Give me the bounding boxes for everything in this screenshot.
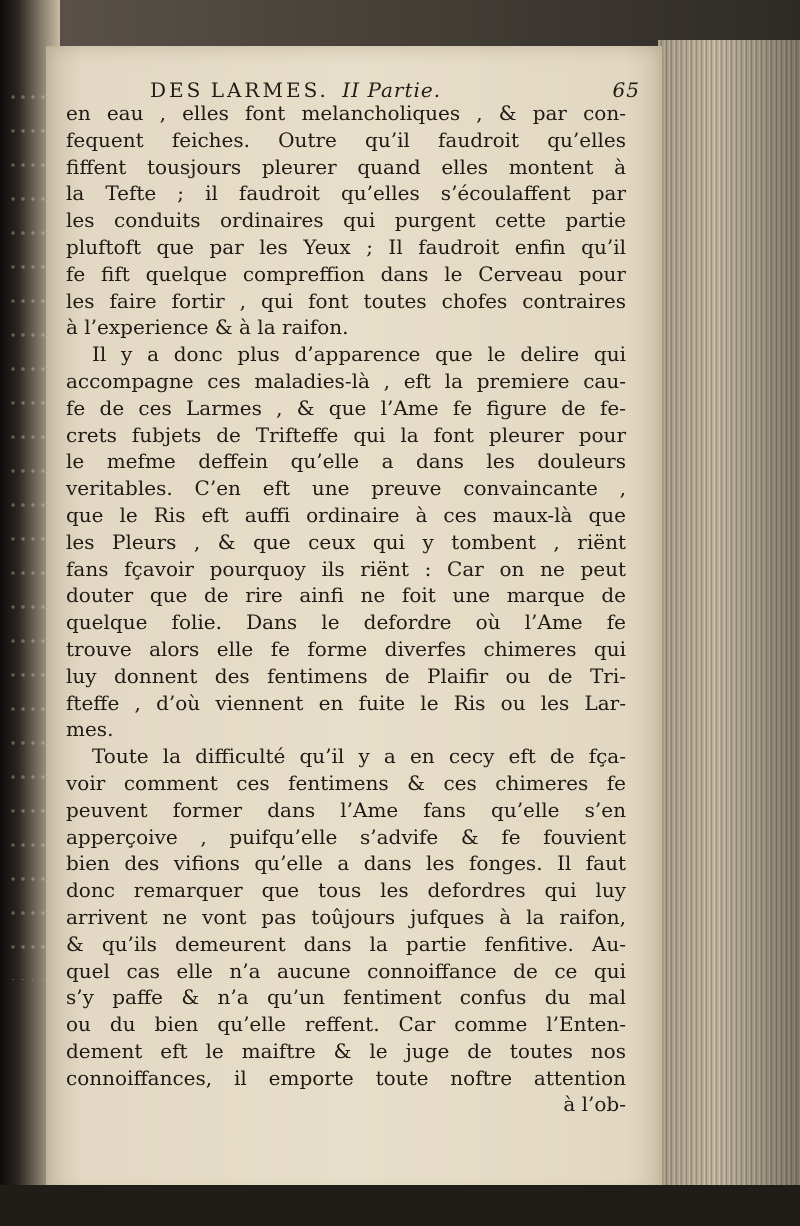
text-line: fteffe , d’où viennent en fuite le Ris ou les Lar- — [66, 690, 626, 715]
text-line: Il y a donc plus d’apparence que le delire qui — [92, 342, 626, 367]
header-title: LARMES. — [210, 78, 329, 102]
text-line: que le Ris eft auffi ordinaire à ces maux-là que — [66, 502, 626, 527]
text-line: fiffent tousjours pleurer quand elles montent à — [66, 154, 626, 179]
catchword: à l’ob- — [563, 1092, 626, 1117]
text-line: peuvent former dans l’Ame fans qu’elle s’en — [66, 797, 626, 822]
text-line: luy donnent des fentimens de Plaifir ou de Tri- — [66, 663, 626, 688]
text-line: Toute la difficulté qu’il y a en cecy eft de fça- — [92, 744, 626, 769]
body-text — [66, 100, 626, 1118]
scan-bottom-band — [0, 1185, 800, 1226]
page-number: 65 — [612, 78, 640, 102]
text-line: en eau , elles font melancholiques , & par con- — [66, 101, 626, 125]
text-line: & qu’ils demeurent dans la partie fenfitive. Au- — [66, 931, 626, 956]
text-line: connoiffances, il emporte toute noftre attention — [66, 1065, 626, 1090]
text-line: les conduits ordinaires qui purgent cette partie — [66, 208, 626, 233]
text-line: fequent feiches. Outre qu’il faudroit qu’elles — [66, 127, 626, 152]
text-line: accompagne ces maladies-là , eft la premiere cau- — [66, 368, 626, 393]
text-line: le mefme deffein qu’elle a dans les douleurs — [66, 449, 626, 474]
text-line: dement eft le maiftre & le juge de toutes nos — [66, 1038, 626, 1063]
header-prefix: DES — [150, 78, 204, 102]
text-line: bien des vifions qu’elle a dans les fonges. Il faut — [66, 851, 626, 876]
text-line: pluftoft que par les Yeux ; Il faudroit enfin qu’il — [66, 234, 626, 259]
text-line: apperçoive , puifqu’elle s’advife & fe fouvient — [66, 824, 626, 849]
text-line: fans fçavoir pourquoy ils riënt : Car on ne peut — [66, 556, 626, 581]
text-line: crets fubjets de Trifteffe qui la font pleurer pour — [66, 422, 626, 447]
text-line: ou du bien qu’elle reffent. Car comme l’Enten- — [66, 1012, 626, 1037]
text-line: douter que de rire ainfi ne foit une marque de — [66, 583, 626, 608]
text-line: voir comment ces fentimens & ces chimeres fe — [66, 770, 626, 795]
text-line: quel cas elle n’a aucune connoiffance de ce qui — [66, 958, 626, 983]
text-line: trouve alors elle fe forme diverfes chimeres qui — [66, 636, 626, 661]
text-line: quelque folie. Dans le defordre où l’Ame fe — [66, 610, 626, 635]
text-line: la Tefte ; il faudroit qu’elles s’écoulaffent par — [66, 181, 626, 206]
page-edges-shade — [658, 40, 800, 1190]
text-line: veritables. C’en eft une preuve convaincante , — [66, 476, 626, 501]
text-line: à l’experience & à la raifon. — [66, 315, 349, 340]
text-line: s’y paffe & n’a qu’un fentiment confus du mal — [66, 985, 626, 1010]
text-line: fe fift quelque compreffion dans le Cerveau pour — [66, 261, 626, 286]
text-line: arrivent ne vont pas toûjours jufques à la raifon, — [66, 904, 626, 929]
text-line: fe de ces Larmes , & que l’Ame fe figure de fe- — [66, 395, 626, 420]
text-line: les Pleurs , & que ceux qui y tombent , riënt — [66, 529, 626, 554]
header-part: II Partie. — [342, 78, 442, 102]
text-line: mes. — [66, 717, 114, 742]
text-line: donc remarquer que tous les defordres qui luy — [66, 878, 626, 903]
text-line: les faire fortir , qui font toutes chofes contraires — [66, 288, 626, 313]
